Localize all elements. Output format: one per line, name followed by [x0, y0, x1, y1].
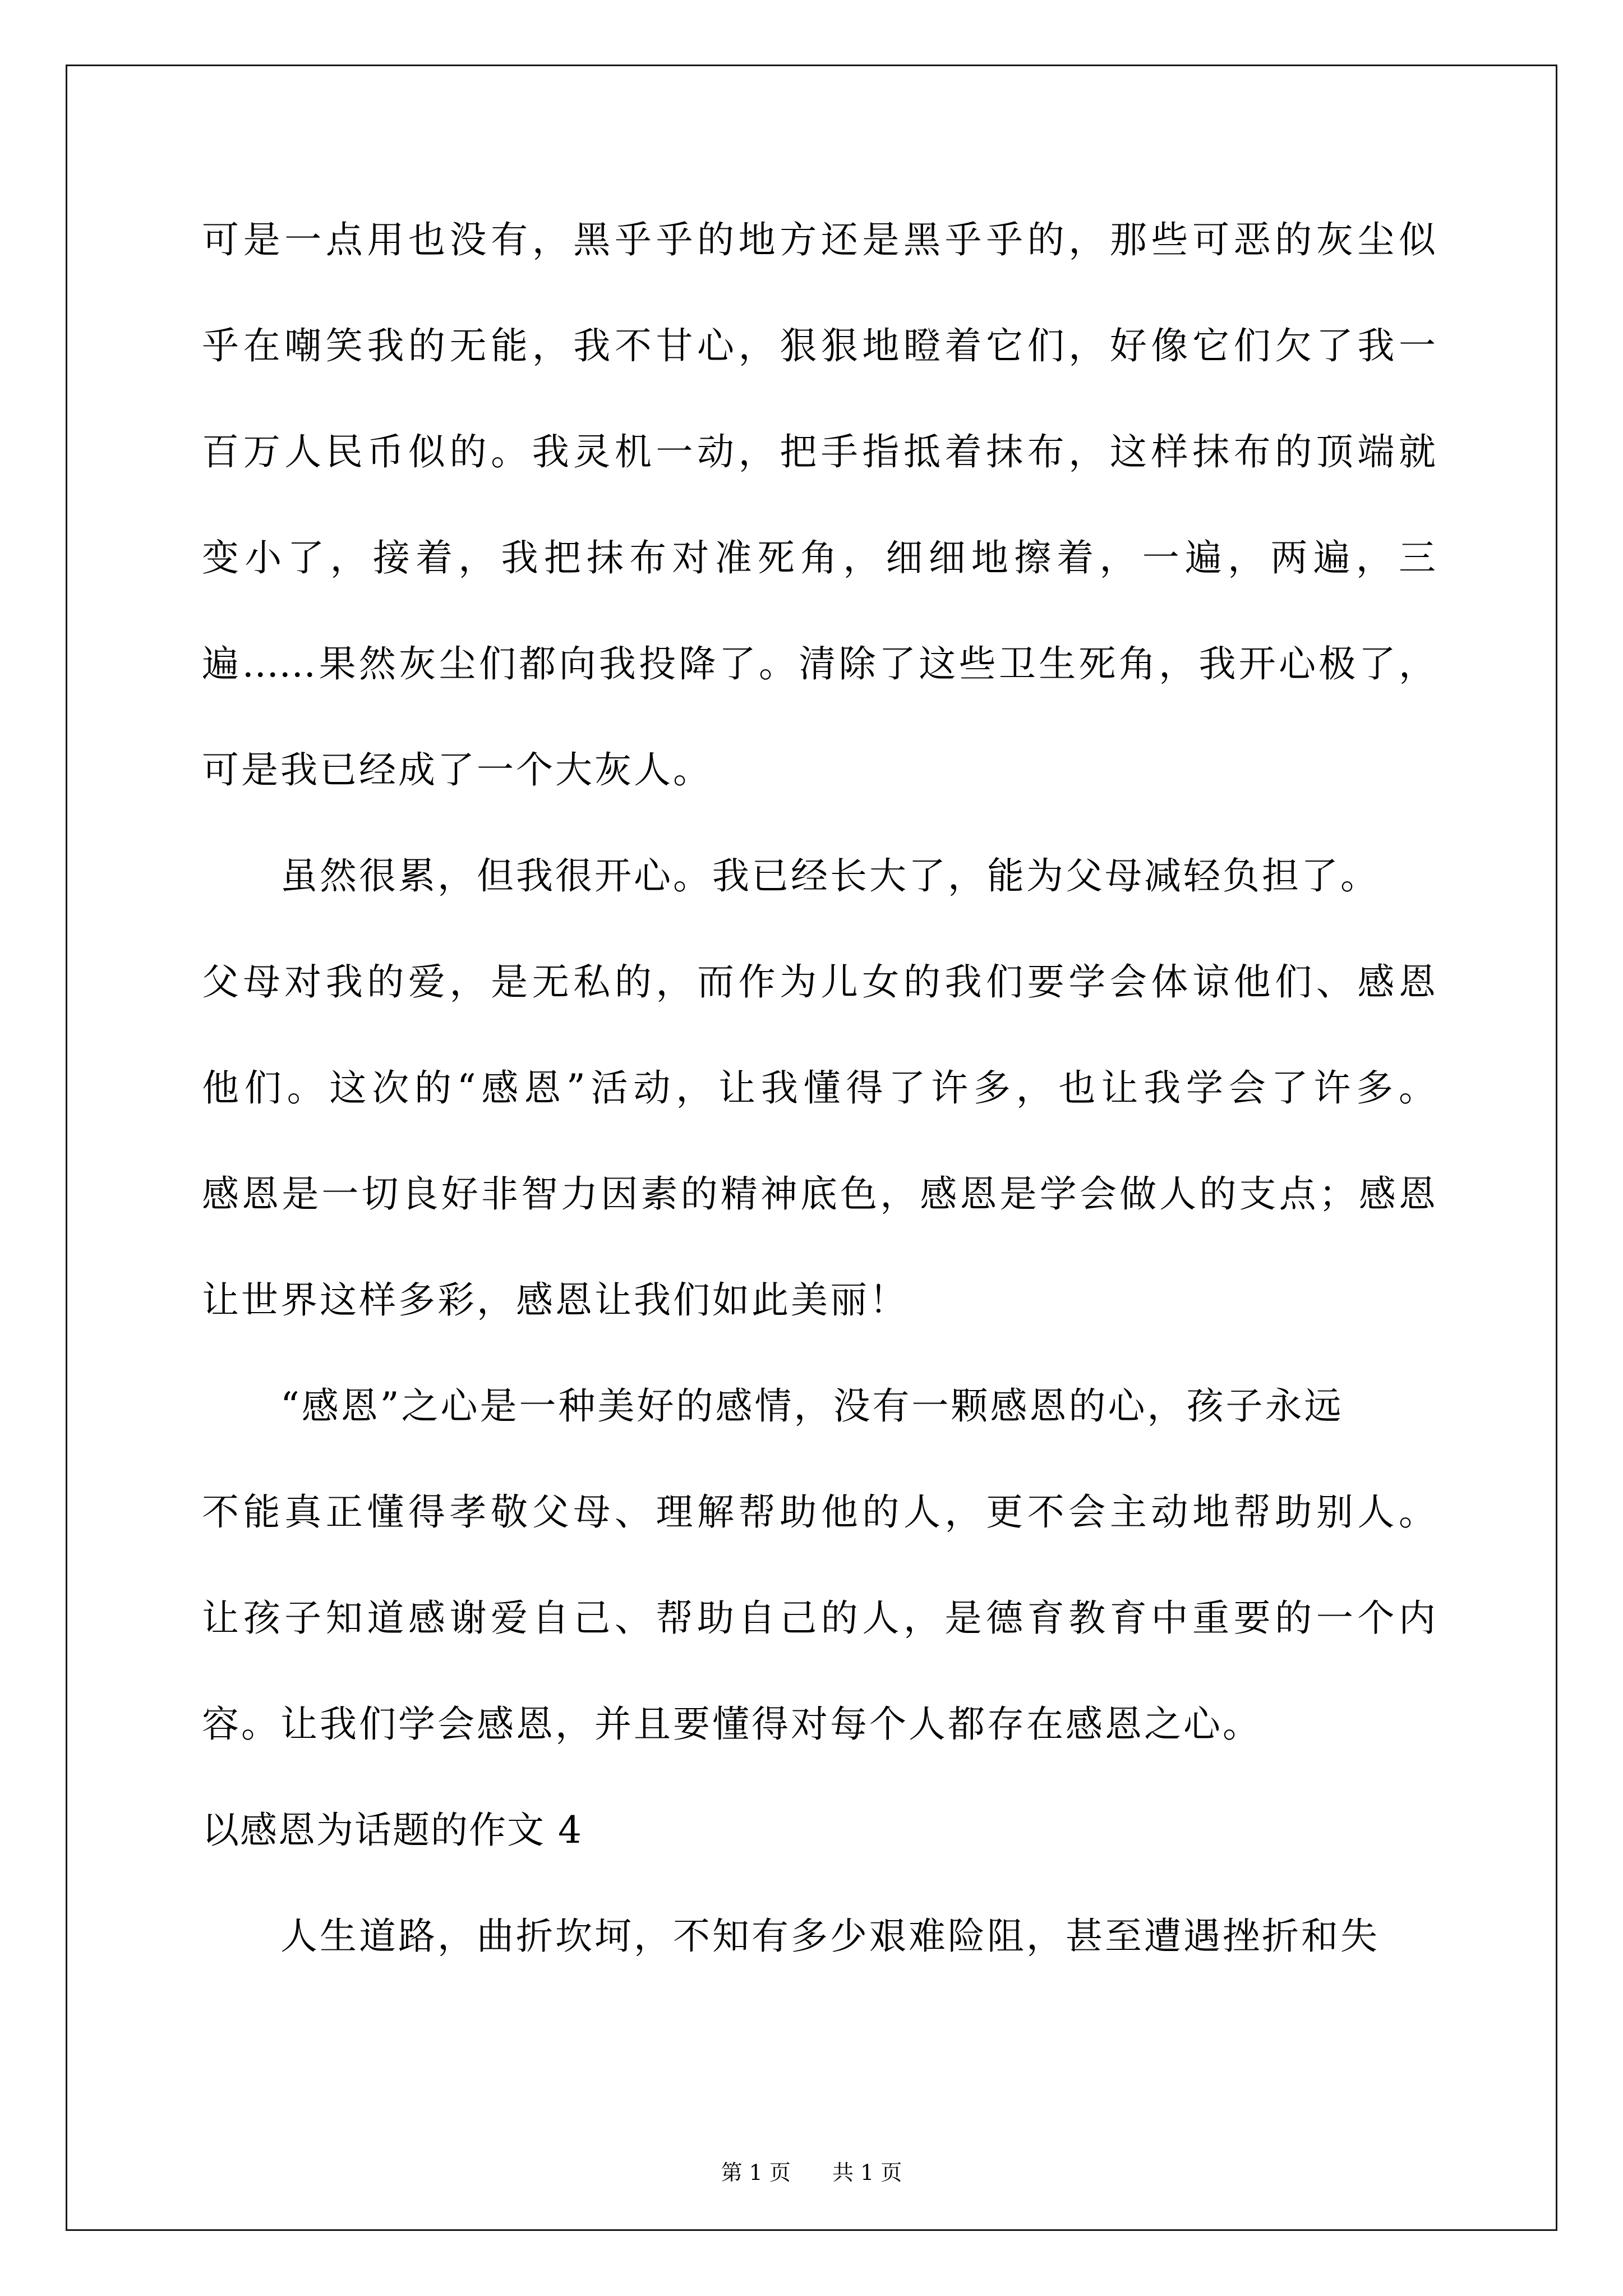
text-line-7: 虽然很累，但我很开心。我已经长大了，能为父母减轻负担了。	[280, 854, 1380, 898]
text-line-14: 让孩子知道感谢爱自己、帮助自己的人，是德育教育中重要的一个内	[202, 1596, 1436, 1640]
text-line-17: 人生道路，曲折坎坷，不知有多少艰难险阻，甚至遭遇挫折和失	[280, 1915, 1380, 1958]
text-line-8: 父母对我的爱，是无私的，而作为儿女的我们要学会体谅他们、感恩	[202, 960, 1436, 1004]
page-total: 共 1 页	[832, 2160, 902, 2185]
text-line-13: 不能真正懂得孝敬父母、理解帮助他的人，更不会主动地帮助别人。	[202, 1490, 1436, 1534]
page-footer	[0, 2159, 1623, 2187]
document-body	[202, 215, 1436, 2017]
text-line-11: 让世界这样多彩，感恩让我们如此美丽！	[202, 1278, 909, 1322]
text-line-1: 可是一点用也没有，黑乎乎的地方还是黑乎乎的，那些可恶的灰尘似	[202, 218, 1436, 261]
text-line-15: 容。让我们学会感恩，并且要懂得对每个人都存在感恩之心。	[202, 1703, 1262, 1746]
text-line-4: 变小了，接着，我把抹布对准死角，细细地擦着，一遍，两遍，三	[202, 536, 1436, 579]
text-line-10: 感恩是一切良好非智力因素的精神底色，感恩是学会做人的支点；感恩	[202, 1172, 1436, 1216]
section-heading: 以感恩为话题的作文 4	[202, 1809, 583, 1852]
text-line-5: 遍……果然灰尘们都向我投降了。清除了这些卫生死角，我开心极了，	[202, 642, 1436, 685]
text-line-3: 百万人民币似的。我灵机一动，把手指抵着抹布，这样抹布的顶端就	[202, 430, 1436, 473]
text-line-12: “感恩”之心是一种美好的感情，没有一颗感恩的心，孩子永远	[280, 1384, 1344, 1428]
text-line-9: 他们。这次的“感恩”活动，让我懂得了许多，也让我学会了许多。	[202, 1066, 1436, 1110]
text-line-2: 乎在嘲笑我的无能，我不甘心，狠狠地瞪着它们，好像它们欠了我一	[202, 324, 1436, 367]
page-number: 第 1 页	[721, 2160, 791, 2185]
text-line-6: 可是我已经成了一个大灰人。	[202, 748, 712, 792]
